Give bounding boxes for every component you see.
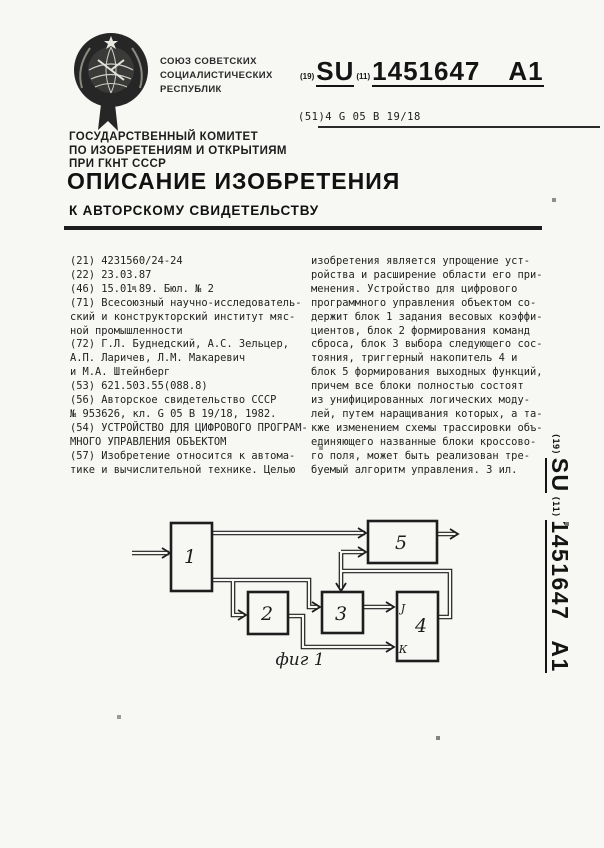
sidebar-publication-number (545, 430, 573, 680)
ipc-classification: (51)4 G 05 B 19/18 (298, 111, 421, 123)
state-committee: ГОСУДАРСТВЕННЫЙ КОМИТЕТ ПО ИЗОБРЕТЕНИЯМ И ОТКРЫТИЯМ ПРИ ГКНТ СССР (69, 131, 287, 170)
ipc-underline (318, 126, 600, 128)
scan-noise-specks (0, 0, 2, 2)
ussr-emblem (68, 30, 154, 134)
block-1-label: 1 (183, 546, 197, 568)
sidebar-kind-code: А1 (547, 640, 573, 673)
block-3-label: 3 (334, 603, 348, 625)
block-2-label: 2 (260, 603, 274, 625)
block-5-label: 5 (394, 532, 408, 554)
abstract-right-column: изобретения является упрощение уст- ройства и расширение области его при- менения. Устройство для цифрового программного управления объектом со- держит блок 1 задания весовых коэффи- циентов, блок 2 формирования команд сброса, блок 3 выбора следующего сос- тояния, триггерный накопитель 4 и блок 5 формирования выходных функций, причем все блоки полностью состоят из унифицированных логических моду- лей, путем наращивания которых, а та- кже изменением схемы трассировки объ- единяющего названные блоки кроссово- го поля, может быть реализован тре- буемый алгоритм управления. 3 ил. (311, 255, 543, 476)
sidebar-doc-number: 1451647 (547, 520, 573, 621)
j-input-label: J (400, 602, 406, 615)
doc-number-group (372, 58, 543, 87)
kind-code: А1 (508, 56, 544, 86)
bibliographic-left-column: (21) 4231560/24-24 (22) 23.03.87 (46) 15.01.89. Бюл. № 2 (71) Всесоюзный научно-исследователь- ский и конструкторский институт мяс- ной промышленности (72) Г.Л. Буднедский, А.С. Зельцер, А.П. Ларичев, Л.М. Макаревич и М.А. Штейнберг (53) 621.503.55(088.8) (56) Авторское свидетельство СССР № 953626, кл. G 05 B 19/18, 1982. (54) УСТРОЙСТВО ДЛЯ ЦИФРОВОГО ПРОГРАМ- МНОГО УПРАВЛЕНИЯ ОБЪЕКТОМ (57) Изобретение относится к автома- тике и вычислительной технике. Целью (70, 255, 308, 476)
figure-caption: фиг 1 (275, 650, 325, 670)
country-code: SU (316, 56, 355, 86)
code-11-label: (11) (356, 72, 371, 81)
sidebar-code-11: (11) (550, 495, 560, 518)
block-4-label: 4 (414, 615, 428, 637)
sidebar-country-code: SU (547, 457, 573, 493)
sidebar-code-19: (19) (550, 433, 560, 455)
doc-number: 1451647 (372, 56, 481, 86)
sidebar-number-group (545, 520, 572, 672)
document-subtitle: К АВТОРСКОМУ СВИДЕТЕЛЬСТВУ (69, 203, 319, 218)
k-input-label: К (398, 643, 408, 656)
code-19-label: (19) (300, 72, 315, 81)
header-divider-rule (64, 226, 542, 230)
publication-number-row (298, 58, 544, 87)
figure-1-block-diagram (0, 500, 604, 735)
union-name: СОЮЗ СОВЕТСКИХ СОЦИАЛИСТИЧЕСКИХ РЕСПУБЛИК (160, 56, 273, 95)
document-title: ОПИСАНИЕ ИЗОБРЕТЕНИЯ (67, 168, 401, 194)
